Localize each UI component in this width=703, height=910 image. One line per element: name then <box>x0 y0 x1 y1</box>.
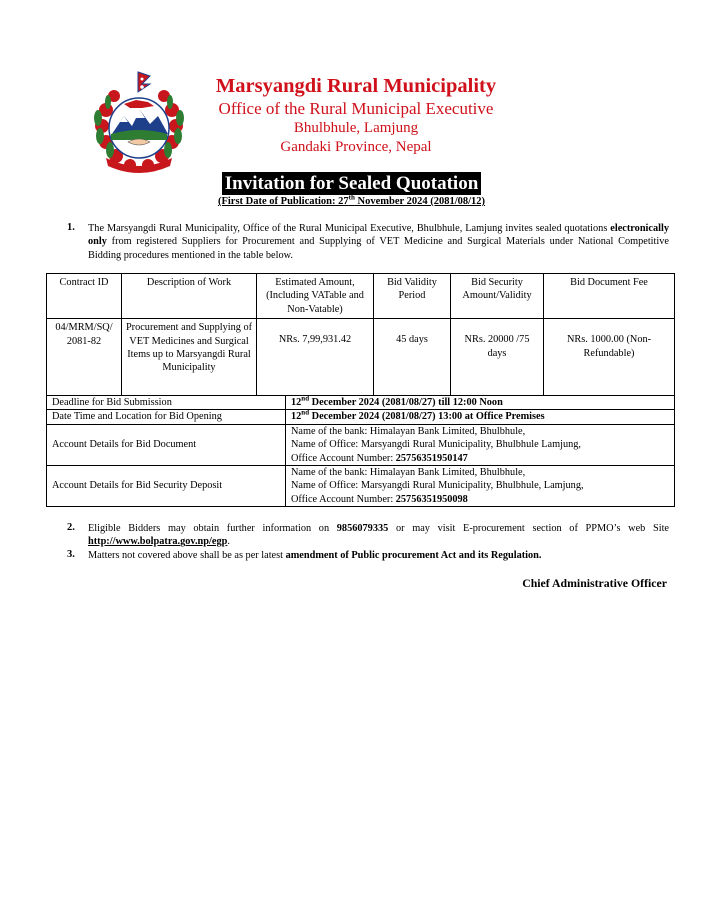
header-cell: Bid Validity Period <box>374 274 451 319</box>
item-2-text <box>88 522 669 549</box>
item-3-number: 3. <box>67 549 75 560</box>
sec-account-line <box>291 493 669 506</box>
details-table <box>46 395 675 507</box>
item-2-text-c: . <box>227 536 230 548</box>
item-1-text-a: The Marsyangdi Rural Municipality, Office of the Rural Municipal Executive, Bhulbhule, Lamjung invites sealed quotations <box>88 223 611 234</box>
opening-value <box>286 410 675 424</box>
deadline-sup: nd <box>301 394 310 403</box>
item-1-number: 1. <box>67 222 75 233</box>
bid-document-account-label: Account Details for Bid Document <box>47 424 286 465</box>
item-3-text-bold: amendment of Public procurement Act and its Regulation. <box>285 550 542 561</box>
office-name: Office of the Rural Municipal Executive <box>218 99 494 118</box>
item-2-text-b: or may visit E-procurement section of PPMO’s web Site <box>388 523 669 534</box>
table-row <box>47 410 675 424</box>
pub-date-sup: th <box>348 193 355 202</box>
pub-date-suffix: November 2024 (2081/08/12) <box>354 196 486 207</box>
letterhead <box>0 68 703 178</box>
bid-security-account-value <box>286 466 675 507</box>
pub-date-prefix: (First Date of Publication: 27 <box>217 196 349 207</box>
item-1-text-b: from registered Suppliers for Procurement and Supplying of VET Medicine and Surgical Materials under National Competitive Bidding procedures mentioned in the table below. <box>88 236 669 261</box>
office-location: Bhulbhule, Lamjung <box>293 120 419 136</box>
deadline-day: 12 <box>291 397 302 408</box>
municipality-name: Marsyangdi Rural Municipality <box>215 75 497 97</box>
contact-phone: 9856079335 <box>336 523 389 534</box>
header-cell: Description of Work <box>122 274 257 319</box>
table-row <box>47 466 675 507</box>
item-3-text <box>88 549 669 562</box>
bid-document-account-value <box>286 424 675 465</box>
opening-sup: nd <box>301 408 310 417</box>
doc-account-number: 25756351950147 <box>395 452 468 464</box>
header-cell: Contract ID <box>47 274 122 319</box>
publication-date <box>0 193 703 207</box>
item-1-text <box>88 222 669 262</box>
doc-account-label: Office Account Number: <box>291 452 396 464</box>
bid-security-cell: NRs. 20000 /75 days <box>451 319 544 396</box>
header-cell: Estimated Amount, (Including VATable and Non-Vatable) <box>257 274 374 319</box>
header-cell: Bid Security Amount/Validity <box>451 274 544 319</box>
opening-label: Date Time and Location for Bid Opening <box>47 410 286 424</box>
bid-security-account-label: Account Details for Bid Security Deposit <box>47 466 286 507</box>
nepal-emblem-icon <box>84 70 194 178</box>
doc-bank-name: Name of the bank: Himalayan Bank Limited, Bhulbhule, <box>291 425 526 437</box>
deadline-label: Deadline for Bid Submission <box>47 396 286 410</box>
sec-account-number: 25756351950098 <box>395 493 468 505</box>
contract-table-header <box>47 274 675 319</box>
office-province: Gandaki Province, Nepal <box>280 139 432 155</box>
contract-table <box>46 273 675 396</box>
signature-title: Chief Administrative Officer <box>522 576 667 590</box>
notice-title-wrap <box>0 172 703 195</box>
notice-title: Invitation for Sealed Quotation <box>222 172 482 195</box>
table-row <box>47 424 675 465</box>
sec-account-label: Office Account Number: <box>291 493 396 505</box>
bolpatra-link[interactable]: http://www.bolpatra.gov.np/egp <box>88 536 228 548</box>
sec-bank-name: Name of the bank: Himalayan Bank Limited, Bhulbhule, <box>291 467 526 479</box>
table-row <box>47 319 675 396</box>
contract-id-cell: 04/MRM/SQ/ 2081-82 <box>47 319 122 396</box>
bid-validity-cell: 45 days <box>374 319 451 396</box>
item-3-text-a: Matters not covered above shall be as per latest <box>88 550 286 561</box>
opening-day: 12 <box>291 411 302 423</box>
item-1-text-bold: electronically only <box>88 223 669 248</box>
sec-office-name: Name of Office: Marsyangdi Rural Municipality, Bhulbhule, Lamjung, <box>291 480 584 492</box>
doc-account-line <box>291 452 669 465</box>
item-2-text-a: Eligible Bidders may obtain further information on <box>88 523 337 534</box>
letterhead-text <box>200 74 512 157</box>
estimated-amount-cell: NRs. 7,99,931.42 <box>257 319 374 396</box>
description-cell: Procurement and Supplying of VET Medicines and Surgical Items up to Marsyangdi Rural Municipality <box>122 319 257 396</box>
table-row <box>47 396 675 410</box>
deadline-value <box>286 396 675 410</box>
document-fee-cell: NRs. 1000.00 (Non-Refundable) <box>544 319 675 396</box>
item-2-number: 2. <box>67 522 75 533</box>
deadline-rest: December 2024 (2081/08/27) till 12:00 Noon <box>309 397 503 408</box>
header-cell: Bid Document Fee <box>544 274 675 319</box>
doc-office-name: Name of Office: Marsyangdi Rural Municipality, Bhulbhule Lamjung, <box>291 439 581 451</box>
opening-rest: December 2024 (2081/08/27) 13:00 at Office Premises <box>309 411 545 423</box>
